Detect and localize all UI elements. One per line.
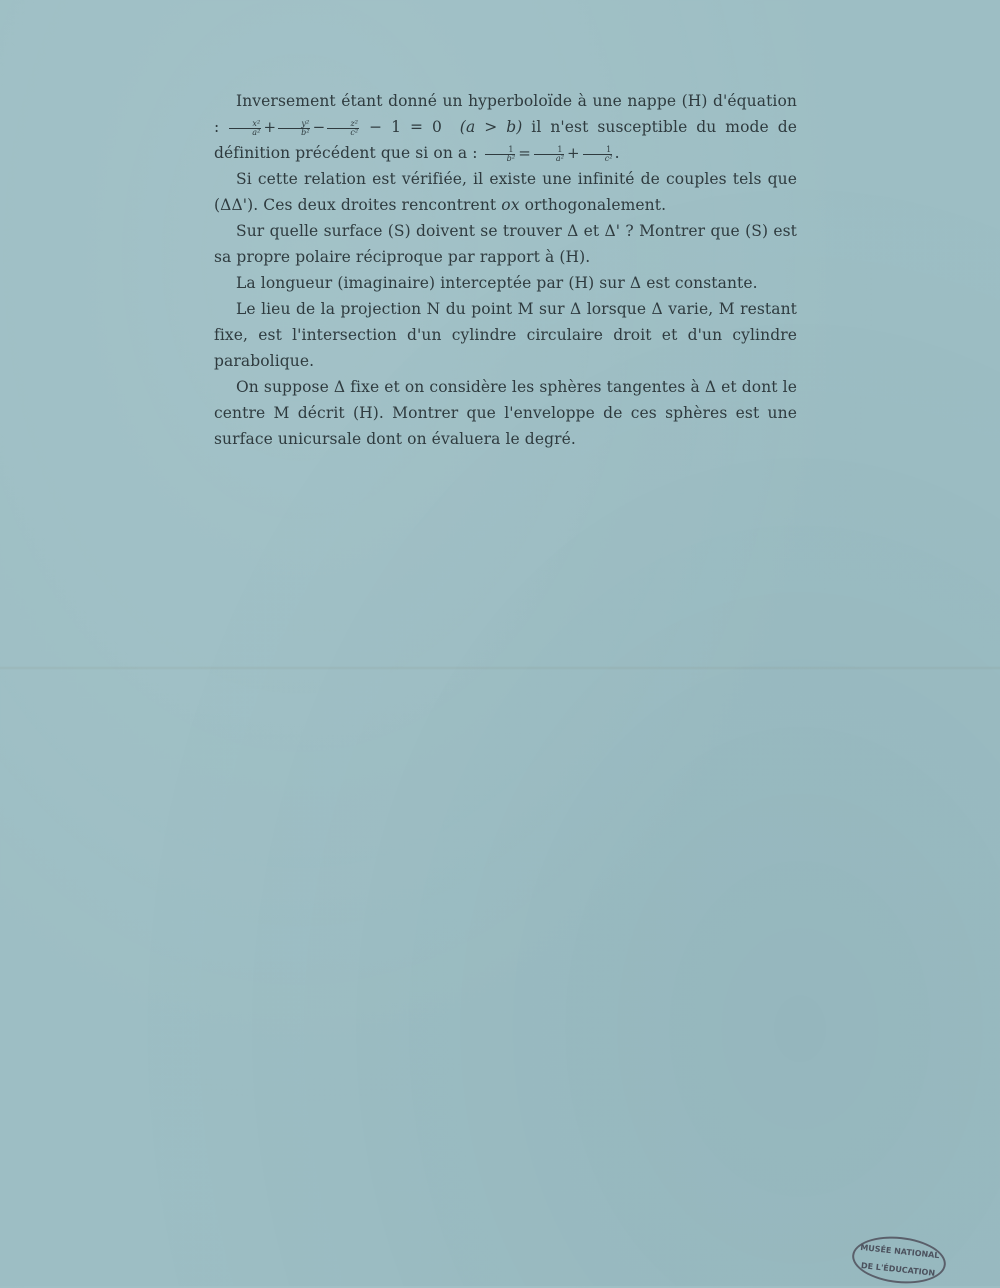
paragraph-couples: Si cette relation est vérifiée, il existe une infinité de couples tels que (ΔΔ'). Ces deux droites rencontrent ox orthogonalement.: [214, 170, 797, 214]
hyperboloid-condition-text: il n'est susceptible du mode de définition précédent que si on a :: [214, 118, 798, 162]
paragraph-length: La longueur (imaginaire) interceptée par (H) sur Δ est constante.: [236, 274, 758, 292]
paper-fold: [0, 666, 1000, 670]
paragraph-spheres: On suppose Δ fixe et on considère les sphères tangentes à Δ et dont le centre M décrit (H). Montrer que l'enveloppe de ces sphères est une surface unicursale dont on évaluera le degré.: [214, 378, 797, 448]
fraction-z: $\frac{\text{z²}}{\text{c²}}$: [327, 120, 359, 137]
paragraph-locus: Le lieu de la projection N du point M sur Δ lorsque Δ varie, M restant fixe, est l'intersection d'un cylindre circulaire droit et d'un cylindre parabolique.: [214, 300, 797, 370]
paragraph-hyperboloid: [214, 88, 797, 166]
equation-rest: − 1 = 0: [369, 118, 442, 136]
stamp-top-text: MUSÉE NATIONAL: [859, 1242, 940, 1261]
paragraph-surface: Sur quelle surface (S) doivent se trouver Δ et Δ' ? Montrer que (S) est sa propre polaire réciproque par rapport à (H).: [214, 222, 797, 266]
variable-ox: ox: [501, 196, 520, 214]
equation-condition: (a > b): [459, 118, 523, 136]
stamp-bottom-text: DE L'ÉDUCATION: [860, 1261, 936, 1278]
problem-text: [214, 88, 797, 452]
hyperboloid-intro: Inversement étant donné un hyperboloïde à une nappe (H) d'équation :: [214, 92, 797, 136]
fraction-y: $\frac{\text{y²}}{\text{b²}}$: [278, 120, 311, 137]
hyperboloid-equation: $\frac{\text{x²}}{\text{a²}}$ + $\frac{\text{y²}}{\text{b²}}$ − $\frac{\text{z²}}{\text{c²}}$ − 1 = 0 (a > b): [228, 118, 531, 136]
museum-stamp: [850, 1232, 948, 1288]
relation-equation: $\frac{1}{\text{b²}}$ = $\frac{1}{\text{a²}}$ + $\frac{1}{\text{c²}}$ .: [483, 144, 620, 162]
fraction-x: $\frac{\text{x²}}{\text{a²}}$: [229, 120, 261, 137]
